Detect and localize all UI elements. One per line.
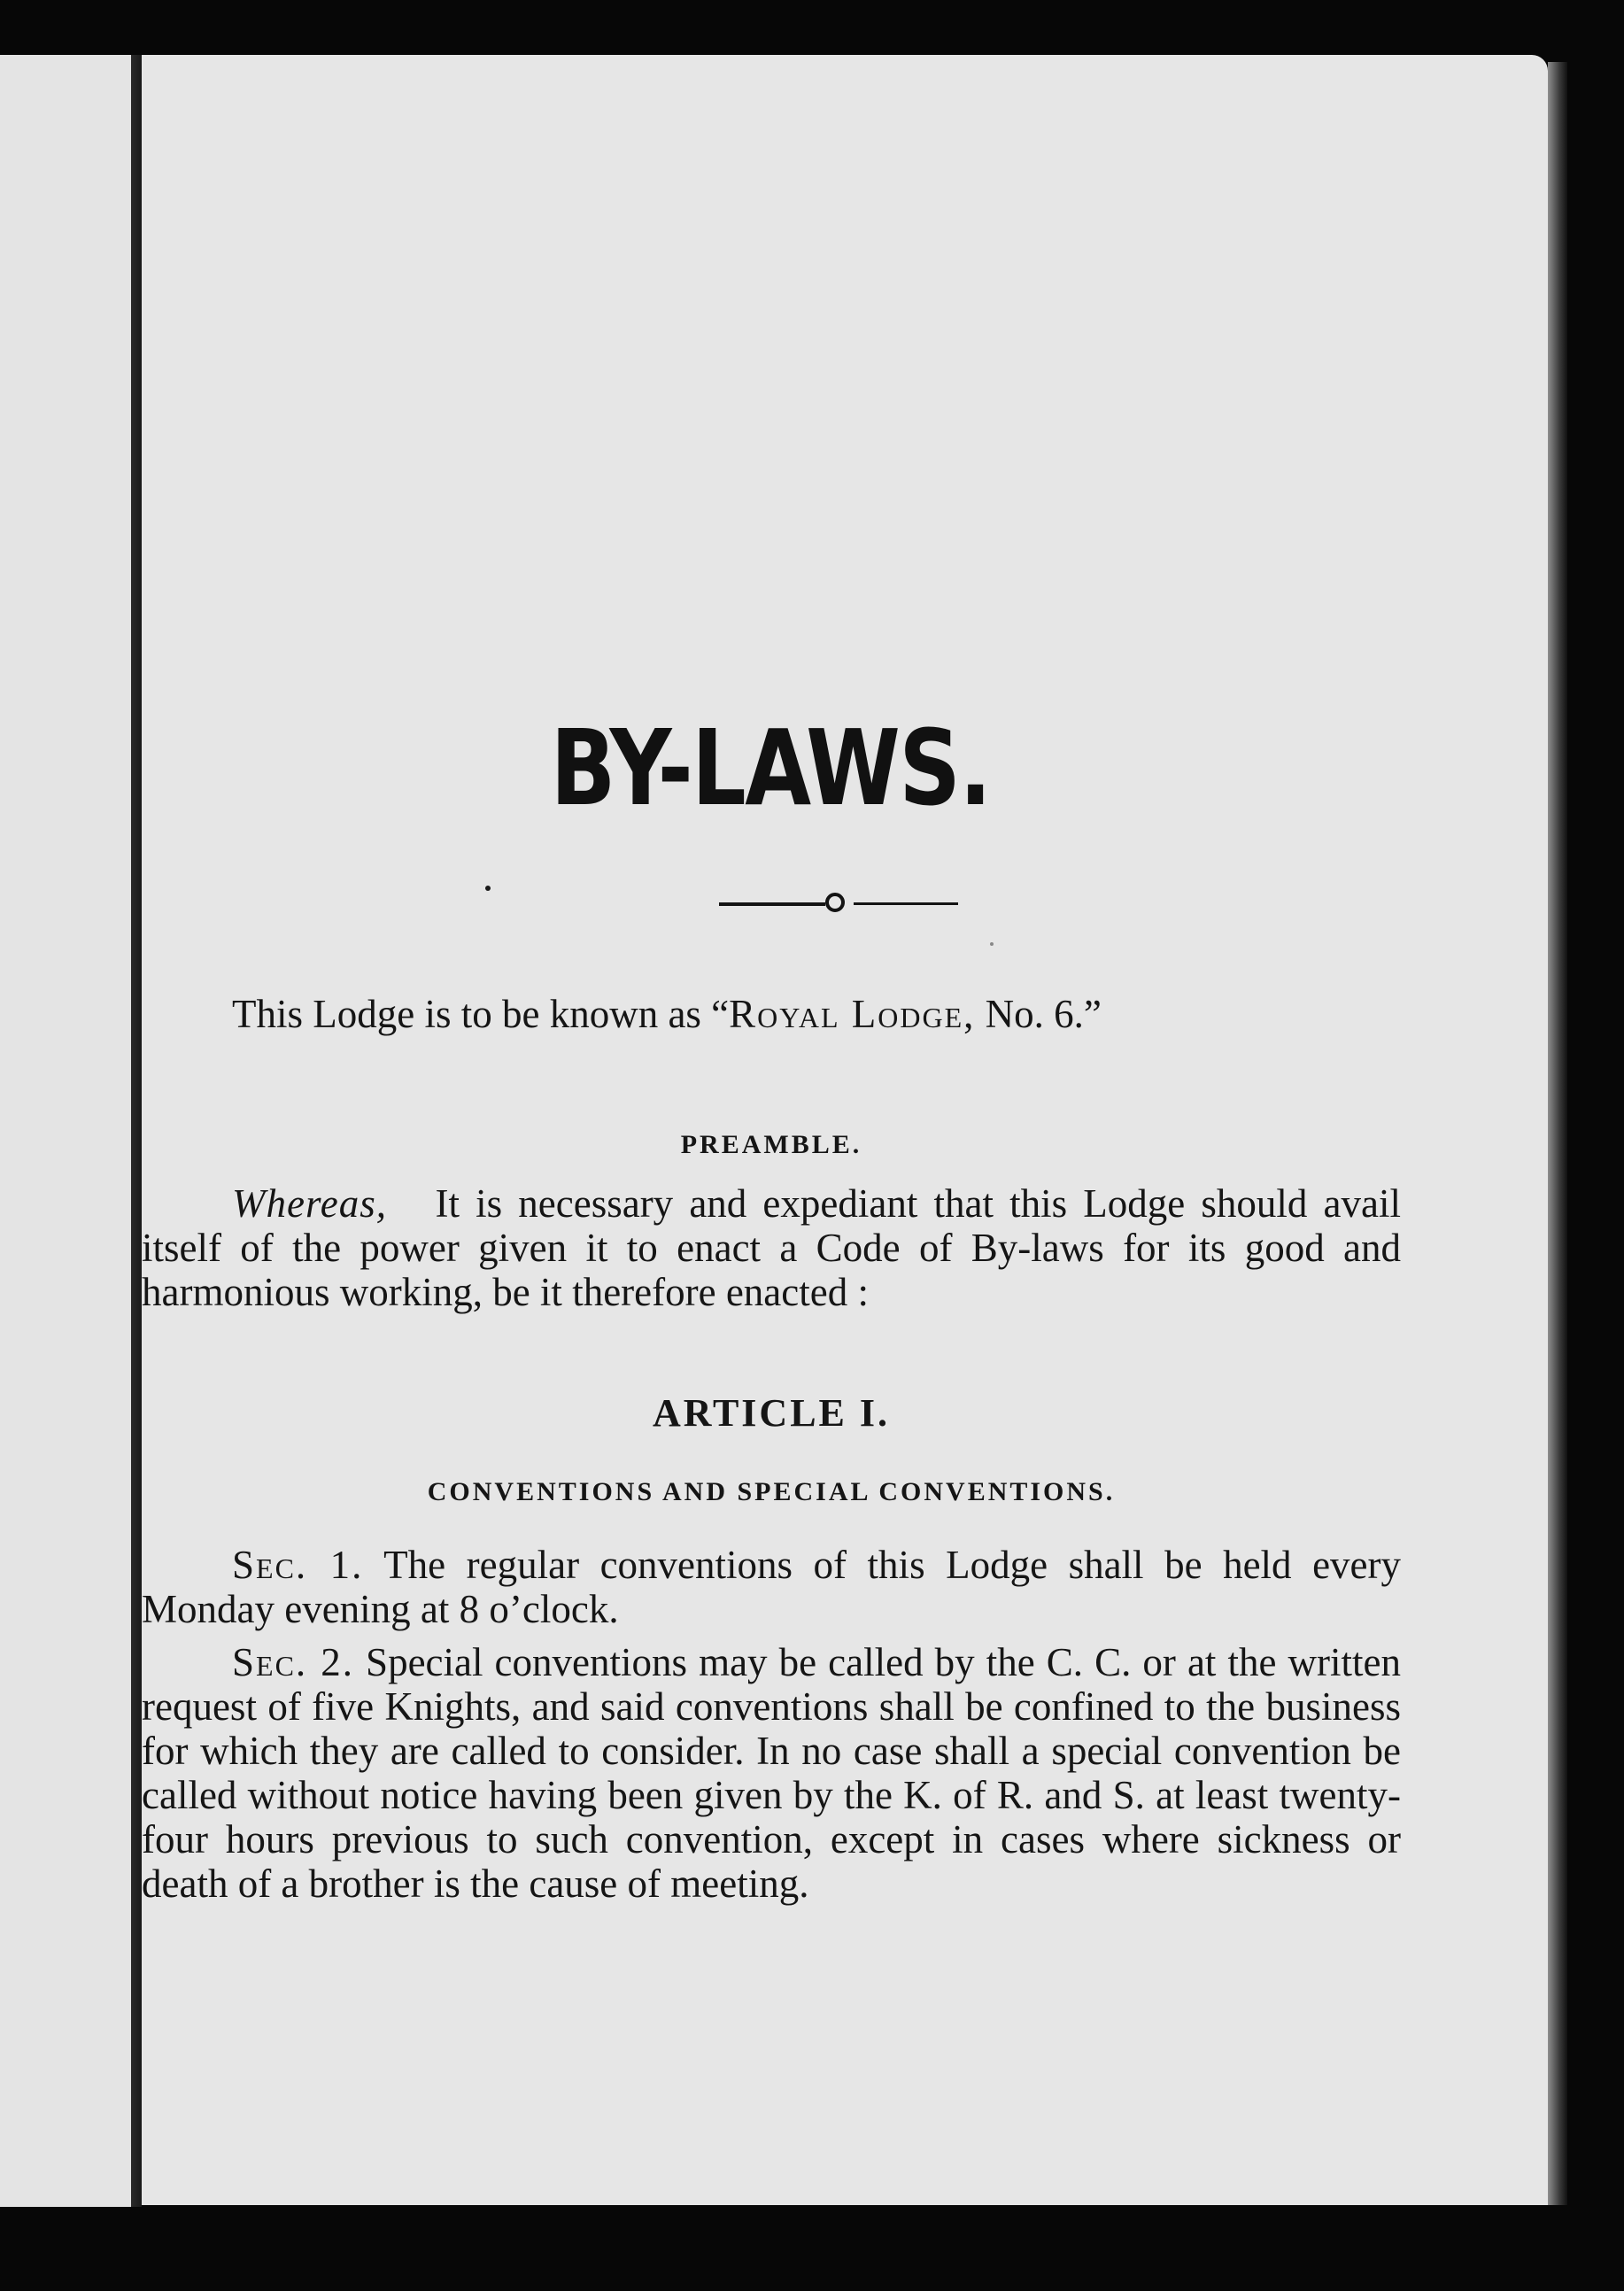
preamble-heading: PREAMBLE. [680,1130,862,1159]
lodge-statement [142,992,1401,1036]
ornamental-divider [719,886,967,921]
divider-ring-icon [825,893,845,912]
ink-speck [990,942,994,946]
previous-page-edge [0,55,131,2207]
page-right-edge [1548,62,1567,2205]
preamble-paragraph [142,1181,1401,1314]
section-2-label: Sec. 2. [232,1640,354,1684]
section-1 [142,1543,1401,1631]
lodge-number: No. 6.” [985,992,1102,1036]
divider-rule-right [854,902,958,905]
lodge-statement-text: This Lodge is to be known as “ [232,992,730,1036]
preamble-text: It is necessary and expediant that this Lodge should avail itself of the power given it to enact a Code of By-laws for its good and harmonious working, be it therefore enacted : [142,1181,1401,1314]
article-heading: ARTICLE I. [652,1391,891,1435]
article-subheading: CONVENTIONS AND SPECIAL CONVENTIONS. [427,1477,1116,1506]
book-spine [131,55,142,2207]
section-2 [142,1640,1401,1906]
divider-rule-left [719,902,825,906]
section-1-text: The regular conventions of this Lodge shall be held every Monday evening at 8 o’clock. [142,1543,1402,1631]
lodge-name: Royal Lodge, [729,992,976,1036]
section-2-text: Special conventions may be called by the C. C. or at the written request of five Knights, and said conventions shall be confined to the business for which they are called to consider. In no case shall a special convention be called without notice having been given by the K. of R. and S. at least twenty-four hours previous to such convention, except in cases where sickness or death of a brother is the cause of meeting. [142,1640,1401,1906]
section-1-label: Sec. 1. [232,1543,364,1587]
page-title: BY-LAWS. [550,707,991,829]
preamble-whereas: Whereas, [232,1181,388,1226]
ink-speck [485,886,491,891]
